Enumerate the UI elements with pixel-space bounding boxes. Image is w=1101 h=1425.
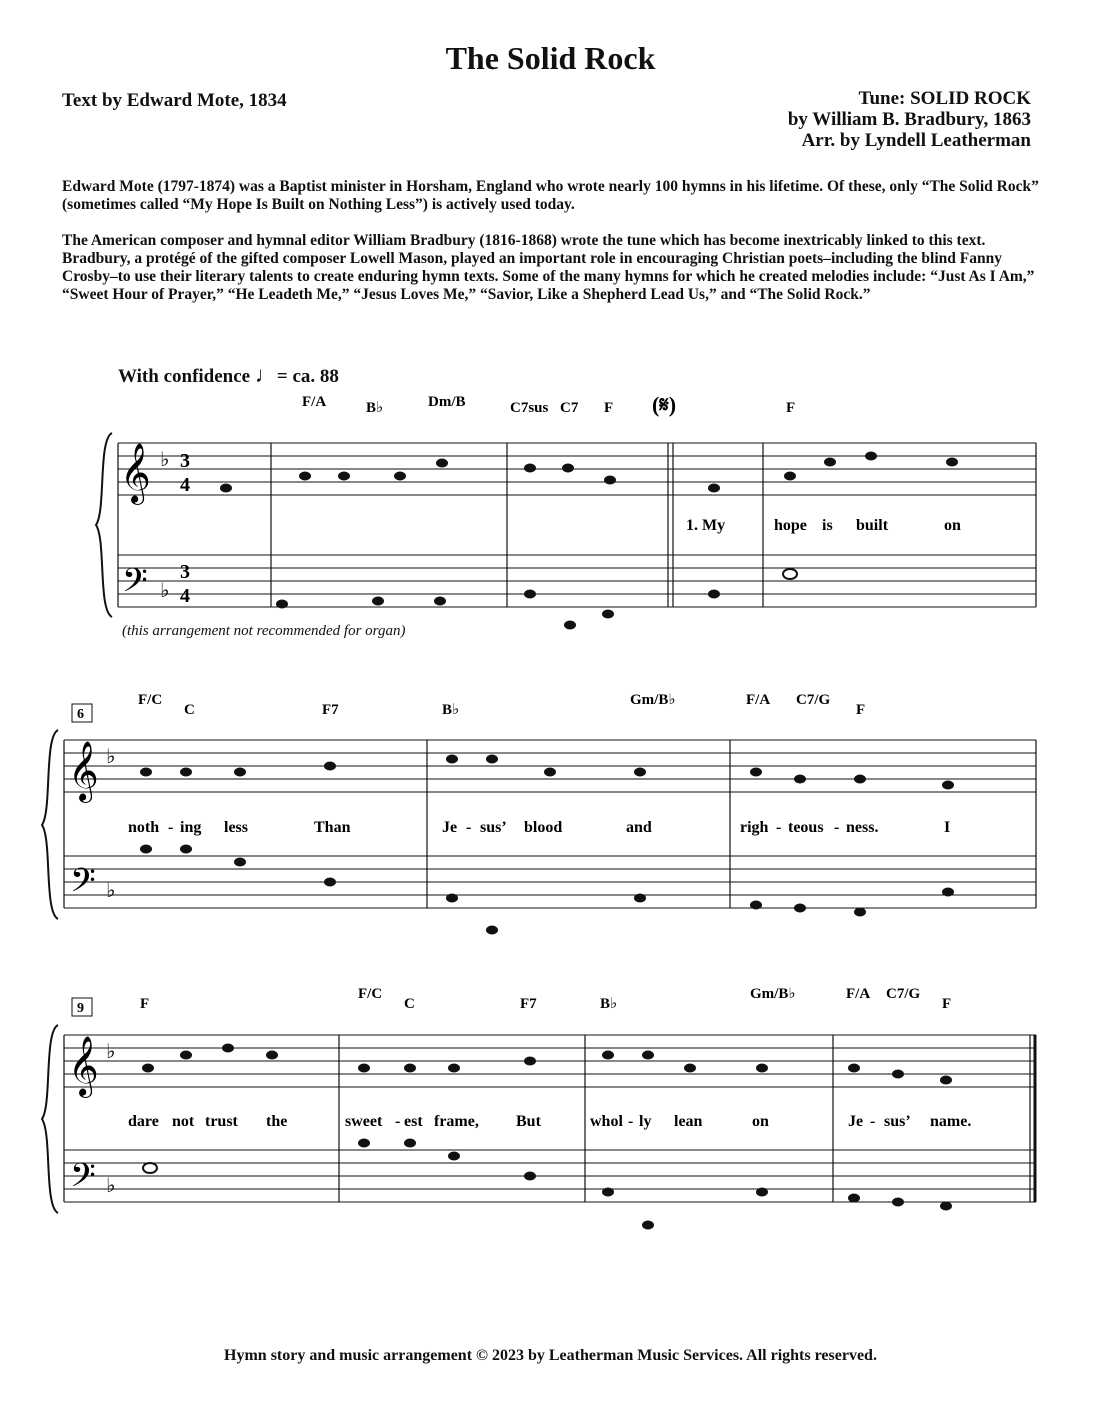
time-signature-bass: 4	[180, 585, 190, 607]
system-2	[42, 692, 1036, 935]
measure-number: 9	[77, 1001, 84, 1016]
bass-staff	[118, 555, 1036, 607]
lyric-syllable: ing	[180, 819, 202, 836]
lyric-syllable: built	[856, 517, 889, 534]
flat-key-icon: ♭	[106, 746, 116, 768]
chord-symbol: C	[404, 996, 415, 1012]
chord-symbol: Gm/B♭	[630, 692, 676, 708]
chord-symbol: C7	[560, 400, 579, 416]
chord-symbol: F7	[322, 702, 339, 718]
chord-symbol: F/A	[302, 394, 327, 410]
lyrics-system-3	[128, 1113, 971, 1130]
lyric-syllable: -	[834, 819, 840, 836]
flat-key-icon: ♭	[106, 1175, 116, 1197]
flat-key-icon: ♭	[106, 880, 116, 902]
lyric-syllable: on	[944, 517, 961, 534]
lyric-syllable: -	[395, 1113, 401, 1130]
lyric-syllable: sweet	[345, 1113, 383, 1130]
tempo-value: = ca. 88	[276, 366, 339, 387]
treble-staff	[64, 740, 1036, 792]
lyric-syllable: -	[168, 819, 174, 836]
lyric-syllable: I	[944, 819, 951, 836]
lyric-syllable: frame,	[434, 1113, 479, 1130]
chord-symbol: F/A	[846, 986, 871, 1002]
lyric-syllable: noth	[128, 819, 160, 836]
lyric-syllable: blood	[524, 819, 563, 836]
lyric-syllable: Je	[442, 819, 458, 836]
lyric-syllable: Je	[848, 1113, 864, 1130]
chords-system-3	[140, 986, 951, 1012]
chord-symbol: F	[856, 702, 866, 718]
bass-clef-icon: 𝄢	[70, 1157, 96, 1203]
chord-symbol: F/C	[138, 692, 163, 708]
lyrics-system-2	[128, 819, 950, 836]
time-signature-bass: 3	[180, 561, 190, 583]
segno-icon: (𝄋)	[652, 392, 677, 417]
lyric-syllable: But	[516, 1113, 541, 1130]
measure-number: 6	[77, 707, 84, 722]
brace-icon	[96, 433, 112, 617]
brace-icon	[42, 730, 58, 919]
chord-symbol: C7/G	[796, 692, 831, 708]
lyrics-system-1	[686, 517, 961, 534]
lyric-syllable: the	[266, 1113, 288, 1130]
composer-line: by William B. Bradbury, 1863	[787, 109, 1031, 130]
system-1	[96, 392, 1036, 630]
lyric-syllable: -	[776, 819, 782, 836]
system-3	[42, 986, 1036, 1230]
lyric-syllable: name.	[930, 1113, 972, 1130]
lyric-syllable: and	[626, 819, 652, 836]
copyright-footer: Hymn story and music arrangement © 2023 by Leatherman Music Services. All rights reserved.	[224, 1347, 877, 1364]
chords-system-1	[302, 394, 795, 416]
lyric-syllable: sus’	[480, 819, 507, 836]
chord-symbol: C7sus	[510, 400, 549, 416]
chord-symbol: B♭	[366, 400, 384, 416]
lyric-syllable: ness.	[846, 819, 879, 836]
bass-staff	[64, 856, 1036, 908]
chord-symbol: F7	[520, 996, 537, 1012]
lyric-syllable: trust	[205, 1113, 238, 1130]
chords-system-2	[138, 692, 865, 718]
lyric-syllable: lean	[674, 1113, 703, 1130]
lyric-syllable: est	[404, 1113, 423, 1130]
chord-symbol: F	[942, 996, 952, 1012]
treble-clef-icon: 𝄞	[68, 741, 99, 801]
chord-symbol: F/A	[746, 692, 771, 708]
flat-key-icon: ♭	[160, 449, 170, 471]
organ-note: (this arrangement not recommended for organ)	[122, 623, 406, 639]
lyric-syllable: is	[822, 517, 833, 534]
quarter-note-icon: ♩	[254, 362, 277, 387]
chord-symbol: C	[184, 702, 195, 718]
arranger-line: Arr. by Lyndell Leatherman	[801, 130, 1031, 151]
chord-symbol: F	[604, 400, 614, 416]
chord-symbol: Dm/B	[428, 394, 466, 410]
lyric-syllable: -	[466, 819, 472, 836]
lyric-syllable: dare	[128, 1113, 159, 1130]
lyric-syllable: sus’	[884, 1113, 911, 1130]
notes-system-1	[220, 452, 958, 630]
chord-symbol: C7/G	[886, 986, 921, 1002]
lyric-syllable: hope	[774, 517, 807, 534]
text-credit: Text by Edward Mote, 1834	[62, 90, 287, 111]
lyric-syllable: teous	[788, 819, 824, 836]
treble-staff	[118, 443, 1036, 495]
story-paragraph-1: Edward Mote (1797-1874) was a Baptist minister in Horsham, England who wrote nearly 100 hymns in his lifetime. Of these, only “The Solid Rock” (sometimes called “My Hope Is Built on Nothing Less”) is actively used today.	[62, 178, 1039, 213]
lyric-syllable: not	[172, 1113, 195, 1130]
flat-key-icon: ♭	[160, 580, 170, 602]
lyric-syllable: less	[224, 819, 248, 836]
lyric-syllable: ly	[639, 1113, 652, 1130]
treble-staff	[64, 1035, 1036, 1087]
treble-clef-icon: 𝄞	[68, 1036, 99, 1096]
time-signature-treble: 3	[180, 450, 190, 472]
bass-clef-icon: 𝄢	[122, 562, 148, 608]
barlines	[118, 443, 1036, 607]
story-paragraph-2: The American composer and hymnal editor William Bradbury (1816-1868) wrote the tune which has become inextricably linked to this text. Bradbury, a protégé of the gifted composer Lowell Mason, played an important role in encouraging Christian poets–including the blind Fanny Crosby–to use their literary talents to create enduring hymn texts. Some of the many hymns for which he created melodies include: “Just As I Am,” “Sweet Hour of Prayer,” “He Leadeth Me,” “Jesus Loves Me,” “Savior, Like a Shepherd Lead Us,” and “The Solid Rock.”	[62, 232, 1035, 303]
lyric-syllable: -	[870, 1113, 876, 1130]
time-signature-treble: 4	[180, 474, 190, 496]
chord-symbol: B♭	[600, 996, 618, 1012]
chord-symbol: F/C	[358, 986, 383, 1002]
page-title: The Solid Rock	[445, 40, 656, 76]
lyric-syllable: righ	[740, 819, 769, 836]
chord-symbol: F	[786, 400, 796, 416]
bass-staff	[64, 1150, 1036, 1202]
chord-symbol: F	[140, 996, 150, 1012]
treble-clef-icon: 𝄞	[120, 443, 151, 503]
lyric-syllable: Than	[314, 819, 351, 836]
lyric-syllable: 1. My	[686, 517, 726, 534]
chord-symbol: B♭	[442, 702, 460, 718]
tune-line: Tune: SOLID ROCK	[858, 88, 1031, 109]
brace-icon	[42, 1025, 58, 1213]
lyric-syllable: on	[752, 1113, 769, 1130]
flat-key-icon: ♭	[106, 1041, 116, 1063]
chord-symbol: Gm/B♭	[750, 986, 796, 1002]
bass-clef-icon: 𝄢	[70, 862, 96, 908]
lyric-syllable: -	[628, 1113, 634, 1130]
lyric-syllable: whol	[590, 1113, 623, 1130]
tempo-text: With confidence	[118, 366, 251, 387]
